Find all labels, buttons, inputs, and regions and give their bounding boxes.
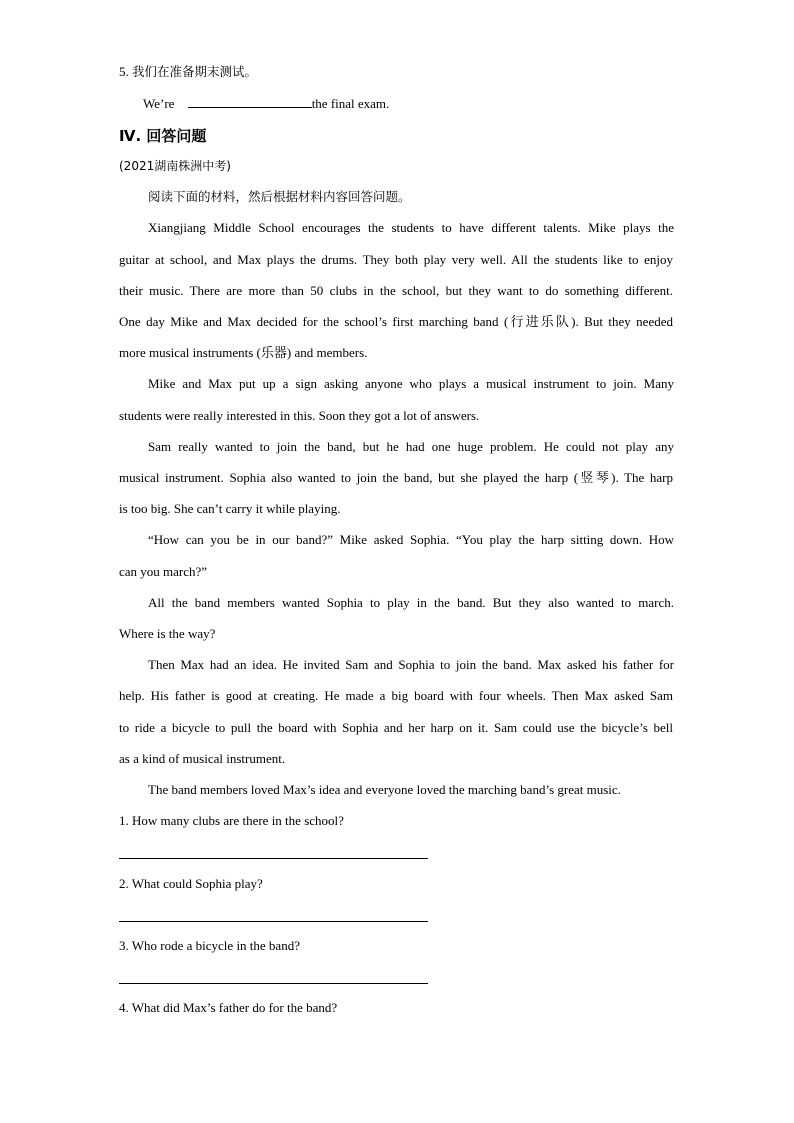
passage-line: Xiangjiang Middle School encourages the students to have different talents. Mike plays the — [148, 220, 674, 235]
item5-number: 5. — [119, 64, 129, 79]
question-3: 3. Who rode a bicycle in the band? — [119, 938, 300, 953]
passage-line: musical instrument. Sophia also wanted to join the band, but she played the harp (竖琴). The harp — [119, 470, 673, 485]
answer-line-3[interactable] — [119, 983, 428, 984]
item5-suffix: the final exam. — [311, 96, 390, 111]
question-2: 2. What could Sophia play? — [119, 876, 263, 891]
item5-blank[interactable] — [188, 95, 312, 108]
item5-chinese-text: 我们在准备期末测试。 — [132, 64, 258, 79]
passage-line: Sam really wanted to join the band, but he had one huge problem. He could not play any — [148, 439, 674, 454]
passage-line: All the band members wanted Sophia to play in the band. But they also wanted to march. — [148, 595, 674, 610]
passage-line: help. His father is good at creating. He made a big board with four wheels. Then Max asked Sam — [119, 688, 673, 703]
answer-line-1[interactable] — [119, 858, 428, 859]
passage-line: One day Mike and Max decided for the school’s first marching band (行进乐队). But they needed — [119, 314, 673, 329]
passage-line: “How can you be in our band?” Mike asked Sophia. “You play the harp sitting down. How — [148, 532, 674, 547]
passage-line: students were really interested in this. Soon they got a lot of answers. — [119, 408, 480, 423]
passage-line: can you march?” — [119, 564, 208, 579]
section-source: (2021湖南株洲中考) — [119, 159, 231, 173]
passage-line: is too big. She can’t carry it while playing. — [119, 501, 341, 516]
answer-line-2[interactable] — [119, 921, 428, 922]
passage-line: Then Max had an idea. He invited Sam and Sophia to join the band. Max asked his father for — [148, 657, 674, 672]
passage-line: The band members loved Max’s idea and everyone loved the marching band’s great music. — [148, 782, 621, 797]
passage-line: Where is the way? — [119, 626, 216, 641]
passage-line: to ride a bicycle to pull the board with Sophia and her harp on it. Sam could use the bicycle’s bell — [119, 720, 673, 735]
section-title: Ⅳ. 回答问题 — [119, 127, 207, 145]
passage-line: as a kind of musical instrument. — [119, 751, 286, 766]
section-instruction: 阅读下面的材料，然后根据材料内容回答问题。 — [148, 189, 411, 204]
passage-line: their music. There are more than 50 clubs in the school, but they want to do something different. — [119, 283, 673, 298]
item5-prefix: We’re — [143, 96, 175, 111]
item5-english — [143, 95, 389, 113]
passage-line: Mike and Max put up a sign asking anyone who plays a musical instrument to join. Many — [148, 376, 674, 391]
question-1: 1. How many clubs are there in the school? — [119, 813, 344, 828]
question-4: 4. What did Max’s father do for the band? — [119, 1000, 338, 1015]
passage-line: guitar at school, and Max plays the drums. They both play very well. All the students like to enjoy — [119, 252, 673, 267]
item5-chinese — [119, 63, 257, 81]
passage-line: more musical instruments (乐器) and members. — [119, 345, 368, 360]
